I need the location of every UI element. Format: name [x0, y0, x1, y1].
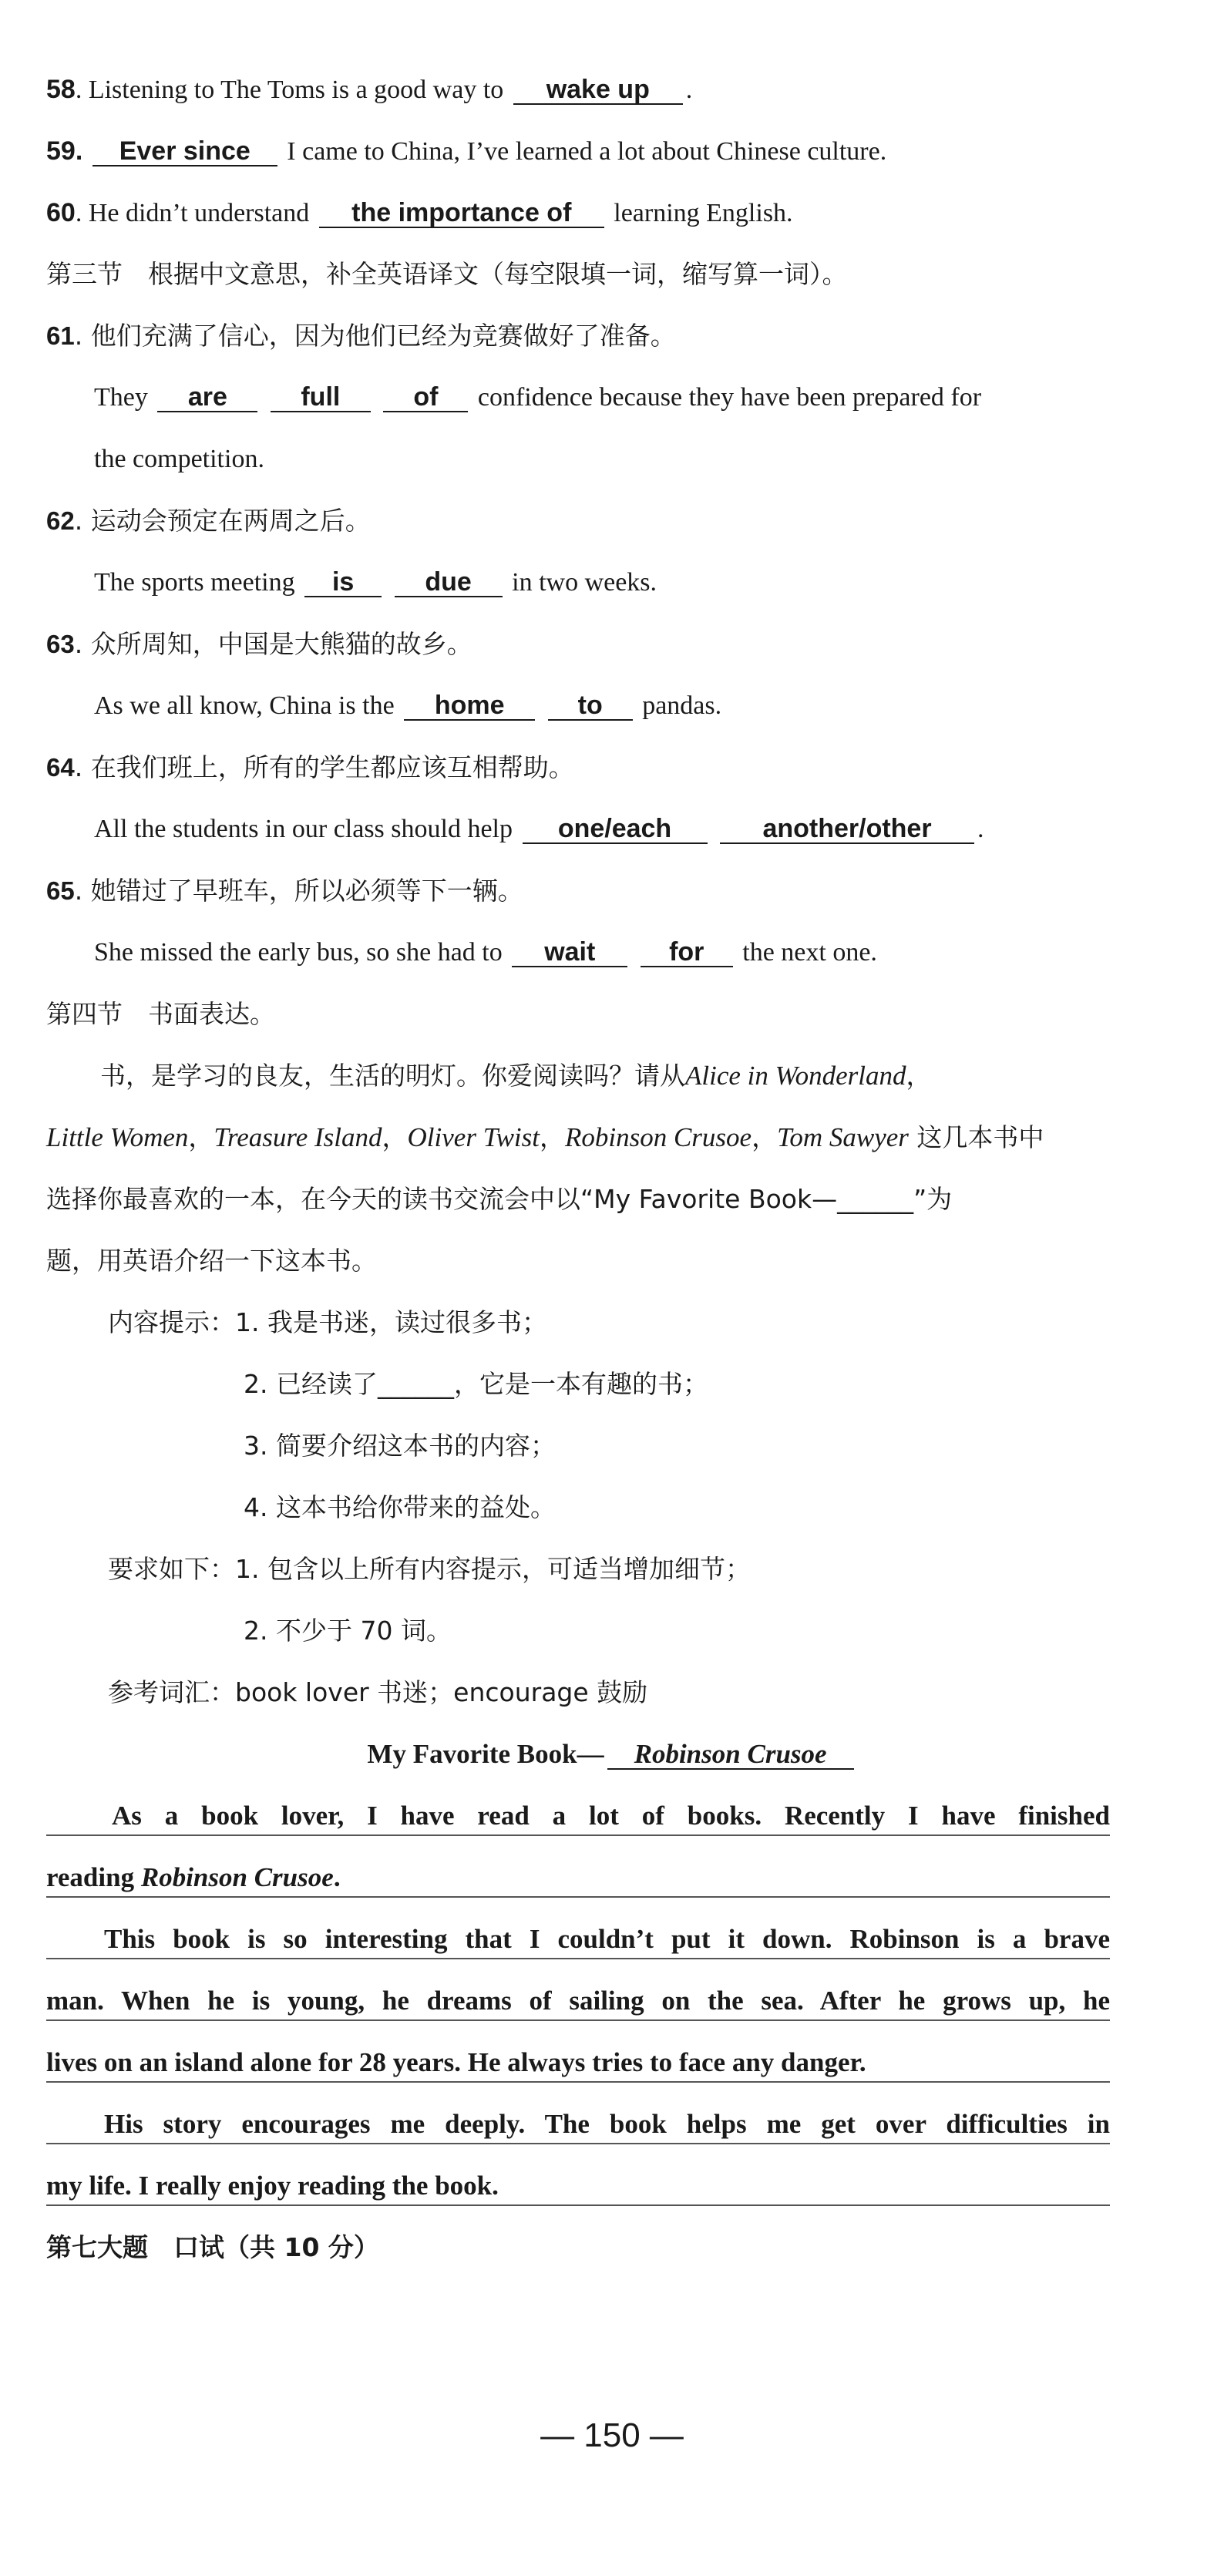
chinese-prompt: . 运动会预定在两周之后。: [74, 506, 371, 536]
essay-line-3: This book is so interesting that I couldn’t put it down. Robinson is a brave: [46, 1922, 1110, 1959]
prompt-line-1: [100, 1059, 1178, 1093]
chinese-prompt: . 她错过了早班车，所以必须等下一辆。: [74, 876, 523, 906]
question-text: I came to China, I’ve learned a lot about Chinese culture.: [287, 137, 887, 166]
book-title: Alice in Wonderland: [685, 1061, 906, 1091]
prompt-text: ，: [539, 1122, 565, 1152]
prompt-text: ，: [188, 1122, 214, 1152]
question-63-english: [94, 689, 1178, 723]
book-title: Little Women: [46, 1122, 189, 1152]
hints-label: 内容提示：: [108, 1307, 235, 1337]
question-text: The sports meeting: [94, 568, 295, 597]
question-number: 63: [46, 630, 75, 658]
answer-blank: home: [404, 691, 535, 721]
question-text: All the students in our class should help: [94, 815, 513, 843]
essay-line-7: my life. I really enjoy reading the book.: [46, 2169, 1110, 2206]
page-number: — 150 —: [540, 2416, 684, 2454]
answer-blank: are: [157, 383, 257, 412]
question-59: 59. Ever since I came to China, I’ve learned a lot about Chinese culture.: [46, 136, 887, 166]
question-61-english: [94, 381, 1178, 415]
content-hints-3: 3. 简要介绍这本书的内容；: [244, 1431, 556, 1461]
question-number: 65: [46, 876, 75, 905]
prompt-line-4: 题，用英语介绍一下这本书。: [46, 1246, 377, 1276]
requirements-2: 2. 不少于 70 词。: [244, 1616, 452, 1646]
answer-blank: wait: [512, 938, 627, 967]
hint-item: 1. 我是书迷，读过很多书；: [235, 1307, 547, 1337]
question-number: 64: [46, 753, 75, 782]
question-65-english: [94, 936, 1178, 970]
question-text: She missed the early bus, so she had to: [94, 938, 503, 967]
book-title: Robinson Crusoe: [564, 1122, 752, 1152]
question-number: 59: [46, 136, 76, 166]
question-text-end: learning English.: [614, 199, 793, 227]
prompt-line-3: 选择你最喜欢的一本，在今天的读书交流会中以“My Favorite Book—______”为: [46, 1184, 953, 1214]
question-61-chinese: [46, 319, 1178, 353]
answer-blank: to: [548, 691, 633, 721]
essay-line-1: As a book lover, I have read a lot of books. Recently I have finished: [46, 1799, 1110, 1836]
section-4-heading: 第四节 书面表达。: [46, 999, 275, 1029]
question-60: [46, 196, 1178, 230]
chinese-prompt: . 在我们班上，所有的学生都应该互相帮助。: [74, 752, 574, 782]
requirements-1: [108, 1552, 1178, 1586]
section-3-heading: 第三节 根据中文意思，补全英语译文（每空限填一词，缩写算一词）。: [46, 259, 848, 289]
prompt-text: 这几本书中: [908, 1122, 1044, 1152]
essay-title-book: Robinson Crusoe: [607, 1740, 854, 1770]
question-text-end: .: [977, 815, 984, 843]
question-62-english: [94, 566, 1178, 600]
essay-book-title: Robinson Crusoe: [140, 1862, 334, 1892]
chinese-prompt: . 众所周知，中国是大熊猫的故乡。: [74, 629, 472, 659]
essay-title-text: My Favorite Book—: [367, 1739, 604, 1769]
question-text: . Listening to The Toms is a good way to: [75, 76, 504, 104]
prompt-line-2: [46, 1121, 1178, 1155]
essay-line-4: man. When he is young, he dreams of sailing on the sea. After he grows up, he: [46, 1984, 1110, 2021]
answer-blank: one/each: [523, 815, 708, 844]
answer-blank: Ever since: [92, 137, 277, 166]
question-number: 58: [46, 75, 76, 104]
essay-text: reading: [46, 1862, 141, 1892]
question-text-end: the next one.: [742, 938, 877, 967]
question-text: As we all know, China is the: [94, 691, 395, 720]
question-64-chinese: [46, 751, 1178, 785]
book-title: Tom Sawyer: [777, 1122, 909, 1152]
question-65-chinese: [46, 874, 1178, 908]
answer-blank: wake up: [513, 76, 683, 105]
question-text-end: pandas.: [642, 691, 722, 720]
section-7-heading: 第七大题 口试（共 10 分）: [46, 2232, 379, 2262]
question-61-continued: the competition.: [94, 445, 264, 473]
essay-line-5: lives on an island alone for 28 years. He always tries to face any danger.: [46, 2046, 1110, 2083]
chinese-prompt: . 他们充满了信心，因为他们已经为竞赛做好了准备。: [74, 321, 676, 351]
question-number: 61: [46, 321, 75, 350]
prompt-text: ，: [752, 1122, 778, 1152]
content-hints-2: 2. 已经读了______，它是一本有趣的书；: [244, 1369, 708, 1399]
essay-title: [0, 1737, 1224, 1771]
content-hints-1: [108, 1306, 1178, 1340]
essay-line-2: [46, 1861, 1110, 1898]
answer-blank: for: [641, 938, 733, 967]
question-text-end: in two weeks.: [512, 568, 657, 597]
requirements-label: 要求如下：: [108, 1554, 235, 1584]
answer-blank: full: [271, 383, 371, 412]
question-text: They: [94, 383, 148, 412]
question-text-end: .: [685, 76, 693, 104]
question-64-english: [94, 812, 1178, 846]
question-62-chinese: [46, 504, 1178, 538]
question-text-end: confidence because they have been prepared for: [477, 383, 982, 412]
question-58: [46, 72, 1178, 107]
answer-blank: the importance of: [319, 199, 604, 228]
question-number: 60: [46, 198, 76, 227]
requirement-item: 1. 包含以上所有内容提示，可适当增加细节；: [235, 1554, 751, 1584]
answer-blank: of: [383, 383, 468, 412]
content-hints-4: 4. 这本书给你带来的益处。: [244, 1492, 556, 1522]
question-63-chinese: [46, 627, 1178, 661]
prompt-text: 书，是学习的良友，生活的明灯。你爱阅读吗？请从: [100, 1061, 685, 1091]
question-number: 62: [46, 506, 75, 535]
essay-line-6: His story encourages me deeply. The book helps me get over difficulties in: [46, 2107, 1110, 2144]
reference-vocab: 参考词汇：book lover 书迷；encourage 鼓励: [108, 1677, 648, 1707]
book-title: Treasure Island: [214, 1122, 382, 1152]
answer-blank: due: [395, 568, 503, 597]
question-text: . He didn’t understand: [75, 199, 310, 227]
answer-blank: is: [304, 568, 382, 597]
answer-blank: another/other: [720, 815, 974, 844]
prompt-text: ，: [382, 1122, 408, 1152]
prompt-text: ，: [906, 1061, 932, 1091]
book-title: Oliver Twist: [407, 1122, 540, 1152]
essay-text: .: [333, 1862, 341, 1892]
